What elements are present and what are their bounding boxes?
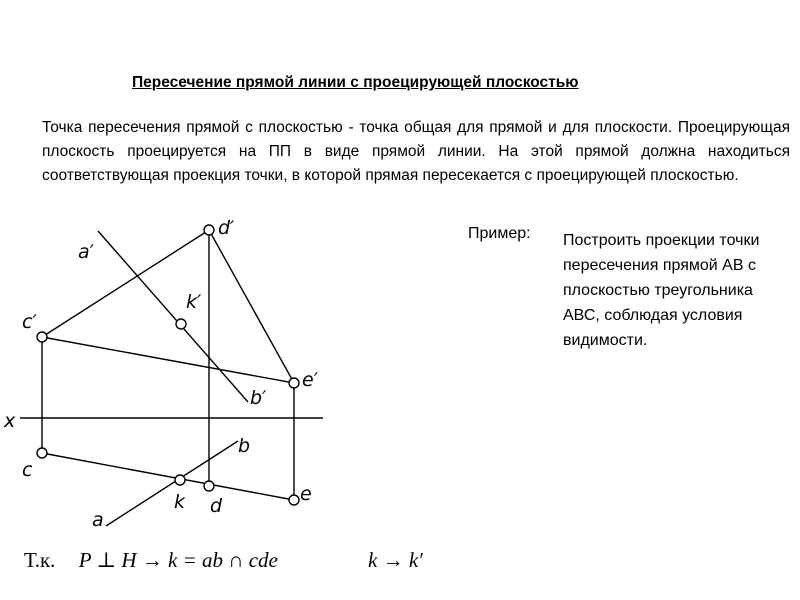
label-c-prime: c′	[22, 311, 37, 333]
label-e: e	[300, 483, 312, 505]
example-label: Пример:	[468, 225, 531, 242]
label-a: a	[92, 509, 104, 531]
formula	[24, 548, 423, 573]
label-e-prime: e′	[302, 369, 319, 391]
page-title: Пересечение прямой линии с проецирующей плоскостью	[132, 74, 579, 91]
line-c-e	[42, 453, 294, 500]
formula-result: k → k′	[368, 548, 423, 572]
label-b-prime: b′	[250, 387, 267, 409]
point-d	[204, 481, 214, 491]
label-a-prime: a′	[78, 241, 94, 263]
label-k-prime: k′	[186, 291, 202, 313]
formula-prefix: Т.к.	[24, 548, 56, 572]
label-k: k	[174, 491, 186, 513]
point-e	[289, 495, 299, 505]
intro-paragraph: Точка пересечения прямой с плоскостью - точка общая для прямой и для плоскости. Проецирующая плоскость проецируется на ПП в виде прямой линии. На этой прямой должна находиться соответствующая проекция точки, в которой прямая пересекается с проецирующей плоскостью.	[42, 119, 790, 184]
label-c: c	[22, 459, 33, 481]
label-b: b	[238, 435, 251, 457]
point-c-prime	[37, 332, 47, 342]
label-x-axis: x	[4, 410, 16, 432]
line-a-prime-b-prime	[98, 231, 248, 402]
point-k-prime	[176, 319, 186, 329]
edge-c-prime-e-prime	[42, 337, 294, 383]
point-d-prime	[204, 225, 214, 235]
point-k	[175, 475, 185, 485]
label-d-prime: d′	[218, 217, 235, 239]
formula-expression: P ⊥ H → k = ab ∩ cde	[78, 548, 278, 572]
example-task-text: Построить проекции точки пересечения прямой АВ с плоскостью треугольника АВС, соблюдая условия видимости.	[563, 232, 760, 349]
point-e-prime	[289, 378, 299, 388]
edge-d-prime-e-prime	[209, 230, 294, 383]
label-d: d	[210, 495, 223, 517]
point-c	[37, 448, 47, 458]
